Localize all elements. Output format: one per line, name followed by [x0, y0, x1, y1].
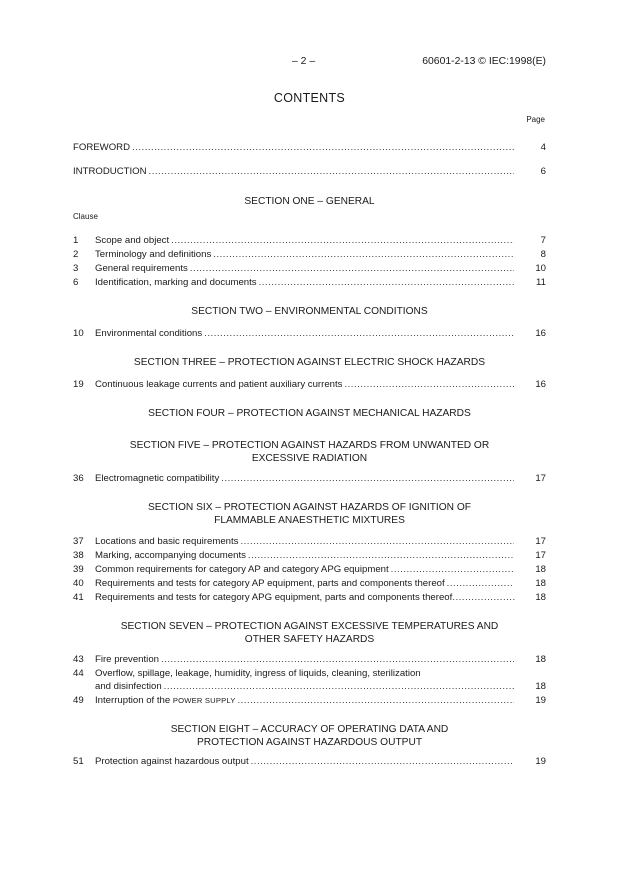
toc-entry-text: Marking, accompanying documents — [95, 550, 246, 561]
leader-dots — [132, 141, 514, 154]
clause-number: 38 — [73, 550, 84, 561]
toc-entry-text: Locations and basic requirements — [95, 536, 239, 547]
clause-number: 10 — [73, 328, 84, 339]
standard-reference: 60601-2-13 © IEC:1998(E) — [422, 56, 546, 67]
toc-entry[interactable] — [73, 327, 546, 340]
toc-entry-page: 8 — [540, 249, 546, 260]
section-heading-three: SECTION THREE – PROTECTION AGAINST ELECTRIC SHOCK HAZARDS — [133, 357, 486, 368]
toc-entry-page: 11 — [536, 277, 546, 288]
clause-number: 51 — [73, 756, 84, 767]
leader-dots — [248, 549, 514, 562]
section-heading-line: SECTION SEVEN – PROTECTION AGAINST EXCESSIVE TEMPERATURES AND — [120, 621, 499, 632]
toc-entry-text: Common requirements for category AP and category APG equipment — [95, 564, 389, 575]
toc-entry-page: 16 — [535, 328, 546, 339]
section-heading-five — [73, 439, 546, 465]
section-heading-line: SECTION FIVE – PROTECTION AGAINST HAZARDS FROM UNWANTED OR — [129, 440, 490, 451]
clause-number: 3 — [73, 263, 79, 274]
clause-number: 40 — [73, 578, 84, 589]
leader-dots — [190, 262, 514, 275]
toc-entry-page: 19 — [535, 756, 546, 767]
toc-entry-page: 17 — [535, 550, 546, 561]
leader-dots — [447, 577, 514, 590]
leader-dots — [391, 563, 514, 576]
toc-entry-page: 10 — [535, 263, 546, 274]
toc-entry-text — [95, 694, 235, 707]
section-heading-line: SECTION SIX – PROTECTION AGAINST HAZARDS OF IGNITION OF — [147, 502, 472, 513]
toc-entry-first-line[interactable] — [73, 667, 546, 680]
section-heading-line: EXCESSIVE RADIATION — [251, 453, 368, 464]
toc-entry-text: Scope and object — [95, 235, 170, 246]
clause-number: 36 — [73, 473, 84, 484]
leader-dots — [237, 694, 514, 707]
toc-entry-text-smallcaps: POWER SUPPLY — [172, 696, 236, 705]
clause-number: 49 — [73, 695, 84, 706]
toc-entry-page: 18 — [535, 592, 546, 603]
toc-entry-text: and disinfection — [95, 681, 162, 692]
toc-entry-page: 18 — [535, 654, 546, 665]
section-heading-line: PROTECTION AGAINST HAZARDOUS OUTPUT — [196, 737, 423, 748]
leader-dots — [251, 755, 514, 768]
leader-dots — [161, 653, 514, 666]
toc-entry-text: Fire prevention — [95, 654, 159, 665]
toc-entry[interactable] — [73, 694, 546, 707]
toc-entry-text: Electromagnetic compatibility — [95, 473, 220, 484]
section-heading-one: SECTION ONE – GENERAL — [244, 196, 375, 207]
leader-dots — [171, 234, 514, 247]
clause-number: 6 — [73, 277, 79, 288]
toc-entry-introduction[interactable] — [73, 165, 546, 178]
toc-entry-text: General requirements — [95, 263, 188, 274]
toc-entry-text: INTRODUCTION — [73, 166, 147, 177]
toc-entry[interactable] — [73, 591, 546, 604]
page-number: – 2 – — [292, 56, 316, 67]
section-heading-six — [73, 501, 546, 527]
clause-number: 43 — [73, 654, 84, 665]
toc-entry-text-prefix: Interruption of the — [95, 695, 171, 706]
clause-number: 44 — [73, 668, 84, 679]
toc-entry[interactable] — [73, 535, 546, 548]
clause-number: 37 — [73, 536, 84, 547]
toc-entry-text: Terminology and definitions — [95, 249, 212, 260]
clause-number: 1 — [73, 235, 79, 246]
toc-entry-page: 7 — [540, 235, 546, 246]
section-heading-two: SECTION TWO – ENVIRONMENTAL CONDITIONS — [191, 306, 428, 317]
toc-entry[interactable] — [73, 276, 546, 289]
leader-dots — [452, 591, 516, 604]
leader-dots — [149, 165, 514, 178]
toc-entry-text: Identification, marking and documents — [95, 277, 257, 288]
toc-entry-page: 16 — [535, 379, 546, 390]
toc-entry-page: 17 — [535, 473, 546, 484]
section-heading-line: FLAMMABLE ANAESTHETIC MIXTURES — [214, 515, 405, 526]
leader-dots — [221, 472, 514, 485]
clause-number: 39 — [73, 564, 84, 575]
page-column-label: Page — [526, 115, 545, 124]
toc-entry[interactable] — [73, 755, 546, 768]
leader-dots — [259, 276, 514, 289]
toc-entry[interactable] — [73, 248, 546, 261]
leader-dots — [344, 378, 514, 391]
clause-number: 41 — [73, 592, 84, 603]
toc-entry[interactable] — [73, 653, 546, 666]
leader-dots — [164, 680, 514, 693]
toc-entry[interactable] — [73, 577, 546, 590]
toc-entry[interactable] — [73, 262, 546, 275]
toc-entry-text: Overflow, spillage, leakage, humidity, ingress of liquids, cleaning, sterilization — [95, 668, 421, 679]
leader-dots — [240, 535, 514, 548]
clause-number: 2 — [73, 249, 79, 260]
toc-entry-text: Continuous leakage currents and patient auxiliary currents — [95, 379, 343, 390]
toc-entry-page: 19 — [535, 695, 546, 706]
section-heading-eight — [73, 723, 546, 749]
leader-dots — [213, 248, 514, 261]
toc-entry-page: 6 — [540, 166, 546, 177]
toc-entry[interactable] — [73, 472, 546, 485]
toc-entry-page: 18 — [535, 564, 546, 575]
toc-entry-page: 4 — [540, 142, 546, 153]
section-heading-seven — [73, 620, 546, 646]
toc-entry-text: Requirements and tests for category AP equipment, parts and components thereof — [95, 578, 445, 589]
toc-entry-text: FOREWORD — [73, 142, 131, 153]
leader-dots — [204, 327, 514, 340]
clause-number: 19 — [73, 379, 84, 390]
toc-entry-text: Environmental conditions — [95, 328, 203, 339]
section-heading-line: SECTION EIGHT – ACCURACY OF OPERATING DATA AND — [170, 724, 449, 735]
toc-entry-page: 18 — [535, 578, 546, 589]
section-heading-four: SECTION FOUR – PROTECTION AGAINST MECHANICAL HAZARDS — [148, 408, 471, 419]
toc-entry-continuation[interactable] — [73, 680, 546, 693]
toc-entry[interactable] — [73, 378, 546, 391]
clause-label: Clause — [73, 212, 98, 221]
toc-entry[interactable] — [73, 549, 546, 562]
toc-entry[interactable] — [73, 563, 546, 576]
toc-entry-text: Requirements and tests for category APG equipment, parts and components thereof — [95, 592, 453, 603]
toc-entry-text: Protection against hazardous output — [95, 756, 249, 767]
section-heading-line: OTHER SAFETY HAZARDS — [244, 634, 375, 645]
toc-entry-foreword[interactable] — [73, 141, 546, 154]
toc-entry-page: 18 — [535, 681, 546, 692]
toc-entry[interactable] — [73, 234, 546, 247]
page-title: CONTENTS — [273, 91, 346, 105]
toc-entry-page: 17 — [535, 536, 546, 547]
